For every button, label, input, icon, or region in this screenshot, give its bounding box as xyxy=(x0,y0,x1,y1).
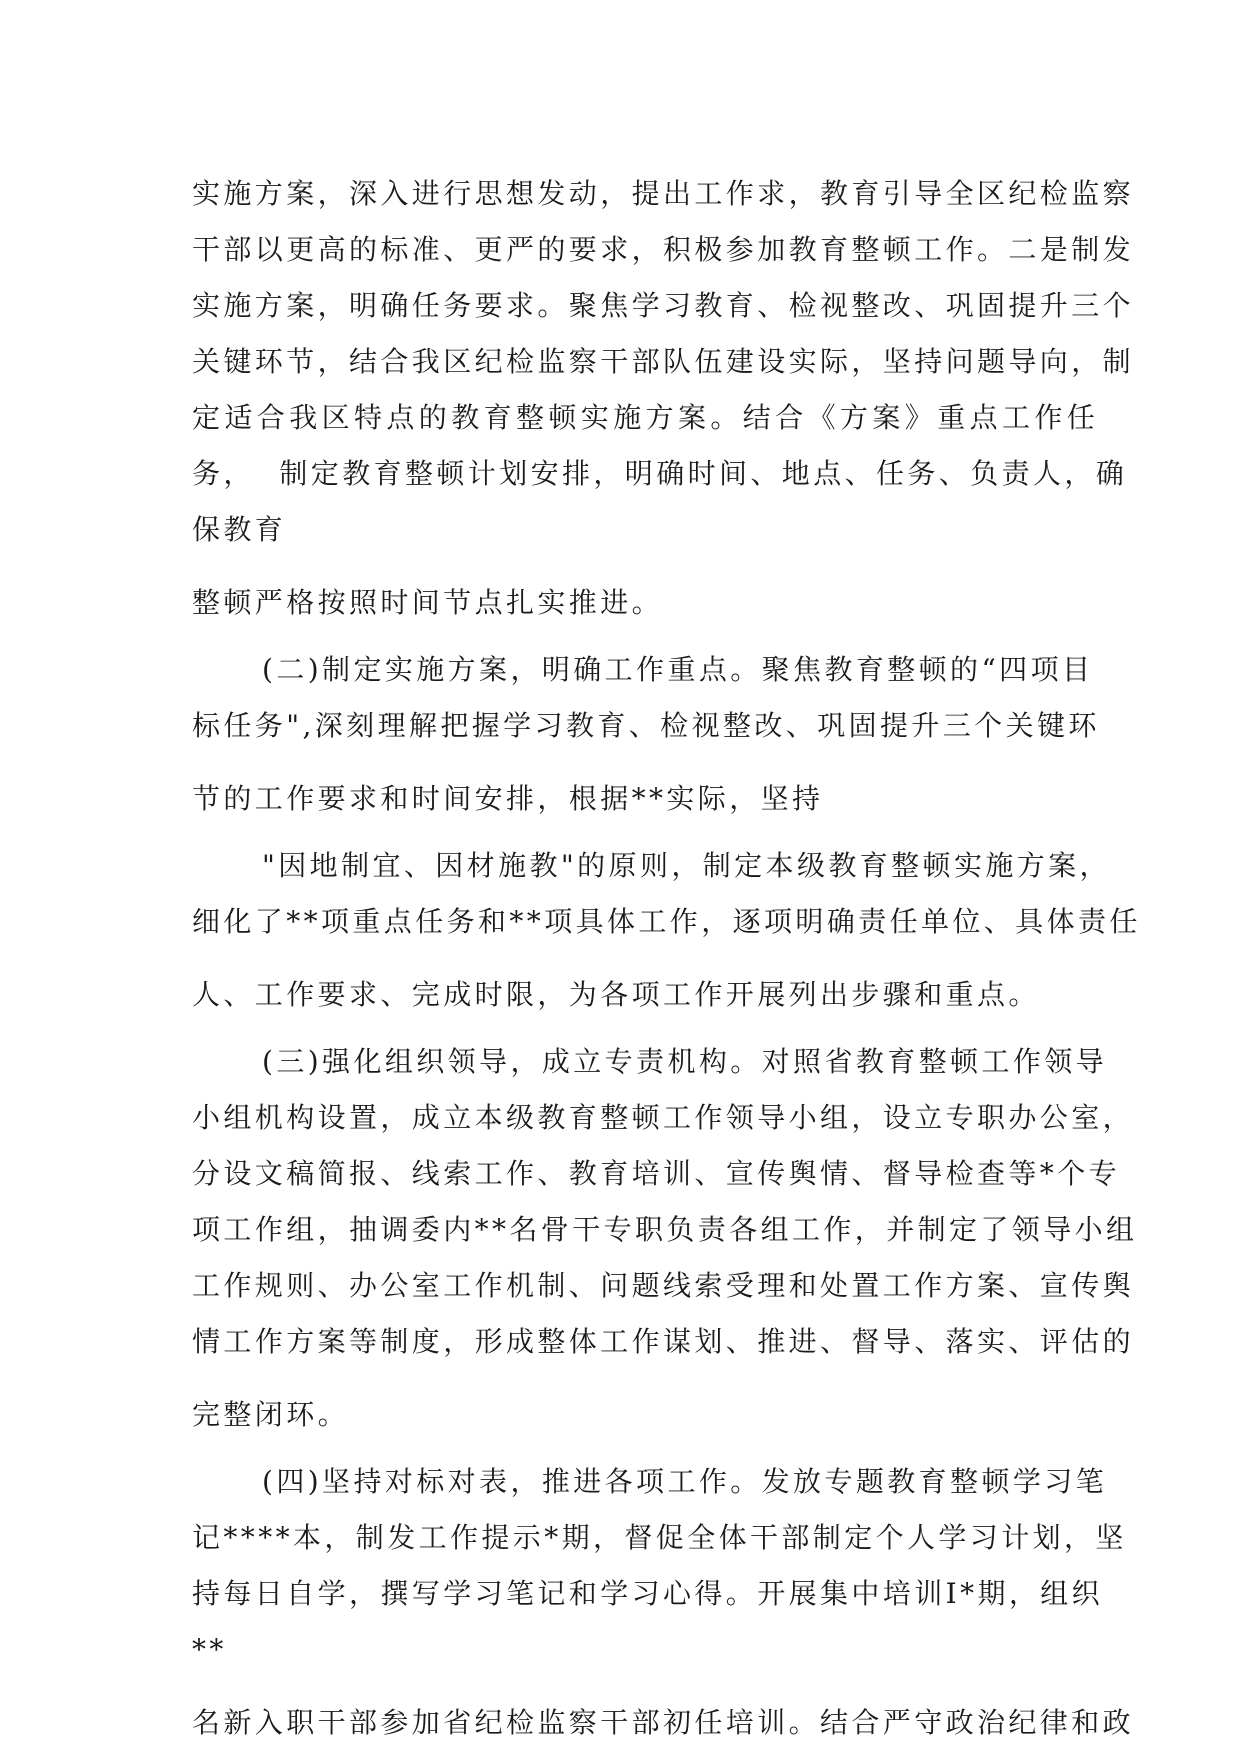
text-line: 标任务",深刻理解把握学习教育、检视整改、巩固提升三个关键环 xyxy=(192,709,1100,742)
text-line: 分设文稿简报、线索工作、教育培训、宣传舆情、督导检查等*个专 xyxy=(192,1157,1121,1190)
text-line: 关键环节，结合我区纪检监察干部队伍建设实际，坚持问题导向，制 xyxy=(192,345,1135,378)
text-line: 名新入职干部参加省纪检监察干部初任培训。结合严守政治纪律和政 xyxy=(192,1706,1135,1739)
text-line: 项工作组，抽调委内**名骨干专职负责各组工作，并制定了领导小组 xyxy=(192,1213,1138,1246)
text-line: "因地制宜、因材施教"的原则，制定本级教育整顿实施方案， xyxy=(262,849,1111,882)
paragraph-heading-4: (四)坚持对标对表，推进各项工作。发放专题教育整顿学习笔 xyxy=(262,1465,1108,1498)
text-line: 工作规则、办公室工作机制、问题线索受理和处置工作方案、宣传舆 xyxy=(192,1269,1135,1302)
text-line: 完整闭环。 xyxy=(192,1398,350,1431)
text-line: 持每日自学，撰写学习笔记和学习心得。开展集中培训I*期，组织 xyxy=(192,1577,1104,1610)
text-line: ** xyxy=(192,1633,227,1666)
text-line: 定适合我区特点的教育整顿实施方案。结合《方案》重点工作任 xyxy=(192,401,1100,434)
text-line: 务， 制定教育整顿计划安排，明确时间、地点、任务、负责人，确 xyxy=(192,457,1128,490)
text-line: 整顿严格按照时间节点扎实推进。 xyxy=(192,586,664,619)
text-line: 实施方案，深入进行思想发动，提出工作求，教育引导全区纪检监察 xyxy=(192,177,1135,210)
text-line: 情工作方案等制度，形成整体工作谋划、推进、督导、落实、评估的 xyxy=(192,1325,1135,1358)
text-line: 实施方案，明确任务要求。聚焦学习教育、检视整改、巩固提升三个 xyxy=(192,289,1135,322)
text-line: 保教育 xyxy=(192,513,287,546)
text-line: 干部以更高的标准、更严的要求，积极参加教育整顿工作。二是制发 xyxy=(192,233,1135,266)
text-line: 人、工作要求、完成时限，为各项工作开展列出步骤和重点。 xyxy=(192,978,1040,1011)
text-line: 小组机构设置，成立本级教育整顿工作领导小组，设立专职办公室， xyxy=(192,1101,1135,1134)
text-line: 细化了**项重点任务和**项具体工作，逐项明确责任单位、具体责任 xyxy=(192,905,1141,938)
paragraph-heading-2: (二)制定实施方案，明确工作重点。聚焦教育整顿的“四项目 xyxy=(262,653,1094,686)
text-line: 记****本，制发工作提示*期，督促全体干部制定个人学习计划，坚 xyxy=(192,1521,1127,1554)
text-line: 节的工作要求和时间安排，根据**实际，坚持 xyxy=(192,782,824,815)
paragraph-heading-3: (三)强化组织领导，成立专责机构。对照省教育整顿工作领导 xyxy=(262,1045,1108,1078)
